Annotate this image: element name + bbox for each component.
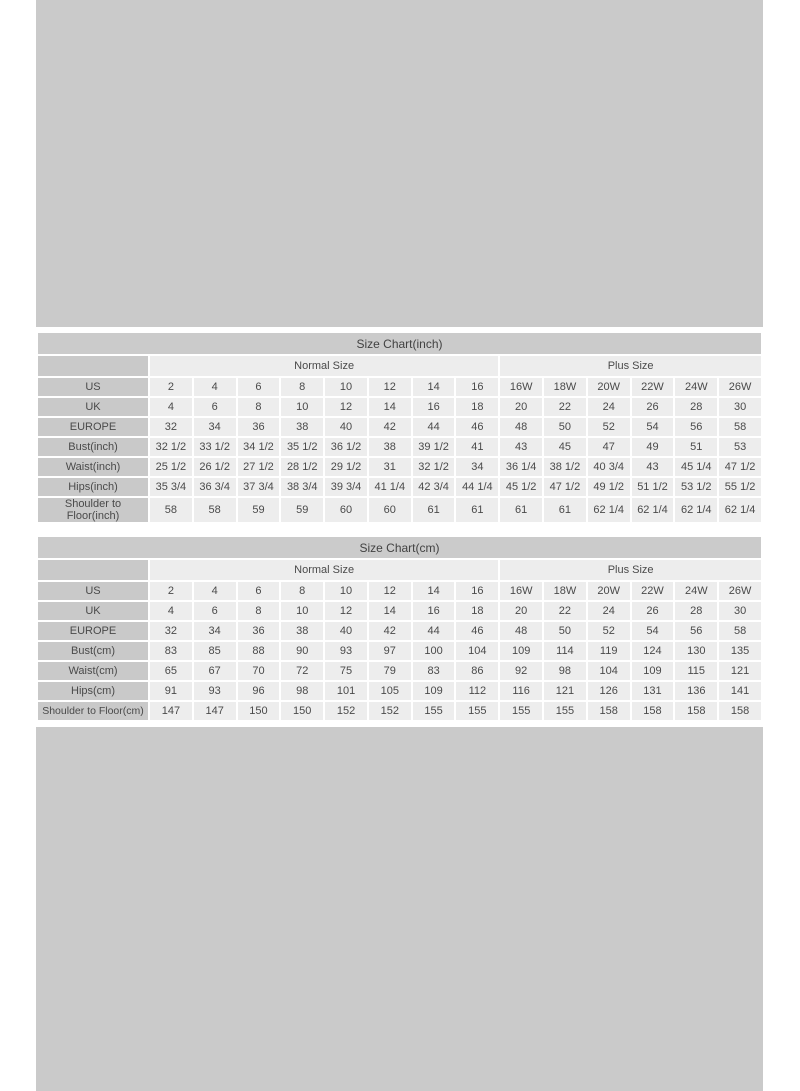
size-value-cell: 20 — [500, 602, 542, 620]
size-value-cell: 38 — [281, 622, 323, 640]
size-value-cell: 104 — [456, 642, 498, 660]
size-value-cell: 24W — [675, 378, 717, 396]
size-value-cell: 28 — [675, 602, 717, 620]
size-value-cell: 97 — [369, 642, 411, 660]
size-value-cell: 35 1/2 — [281, 438, 323, 456]
size-value-cell: 22W — [632, 378, 674, 396]
size-value-cell: 26 — [632, 398, 674, 416]
size-value-cell: 61 — [456, 498, 498, 522]
size-value-cell: 58 — [719, 622, 761, 640]
table-row — [38, 702, 761, 720]
size-value-cell: 18W — [544, 582, 586, 600]
size-value-cell: 6 — [194, 398, 236, 416]
size-value-cell: 101 — [325, 682, 367, 700]
size-value-cell: 150 — [281, 702, 323, 720]
size-value-cell: 46 — [456, 622, 498, 640]
size-value-cell: 27 1/2 — [238, 458, 280, 476]
size-value-cell: 28 1/2 — [281, 458, 323, 476]
size-value-cell: 58 — [194, 498, 236, 522]
size-value-cell: 42 — [369, 418, 411, 436]
row-label: Bust(cm) — [38, 642, 148, 660]
size-value-cell: 8 — [281, 582, 323, 600]
size-value-cell: 48 — [500, 622, 542, 640]
size-value-cell: 60 — [325, 498, 367, 522]
size-value-cell: 70 — [238, 662, 280, 680]
size-value-cell: 150 — [238, 702, 280, 720]
size-value-cell: 141 — [719, 682, 761, 700]
size-value-cell: 56 — [675, 622, 717, 640]
size-value-cell: 93 — [325, 642, 367, 660]
size-value-cell: 67 — [194, 662, 236, 680]
size-chart-cm — [36, 535, 763, 722]
size-value-cell: 38 — [281, 418, 323, 436]
size-value-cell: 114 — [544, 642, 586, 660]
size-value-cell: 51 1/2 — [632, 478, 674, 496]
row-label: EUROPE — [38, 622, 148, 640]
size-value-cell: 61 — [413, 498, 455, 522]
size-value-cell: 62 1/4 — [588, 498, 630, 522]
size-value-cell: 109 — [500, 642, 542, 660]
corner-cell — [38, 560, 148, 580]
size-value-cell: 12 — [369, 378, 411, 396]
size-value-cell: 20W — [588, 582, 630, 600]
size-value-cell: 10 — [281, 602, 323, 620]
size-value-cell: 119 — [588, 642, 630, 660]
size-value-cell: 124 — [632, 642, 674, 660]
size-value-cell: 16 — [413, 602, 455, 620]
size-value-cell: 20 — [500, 398, 542, 416]
size-value-cell: 152 — [369, 702, 411, 720]
size-value-cell: 58 — [150, 498, 192, 522]
size-value-cell: 18 — [456, 398, 498, 416]
size-value-cell: 109 — [413, 682, 455, 700]
row-label: Shoulder to Floor(cm) — [38, 702, 148, 720]
size-value-cell: 2 — [150, 582, 192, 600]
size-value-cell: 50 — [544, 622, 586, 640]
content-column — [36, 0, 763, 1091]
size-value-cell: 83 — [150, 642, 192, 660]
size-value-cell: 130 — [675, 642, 717, 660]
size-value-cell: 26 1/2 — [194, 458, 236, 476]
size-value-cell: 22 — [544, 602, 586, 620]
size-value-cell: 100 — [413, 642, 455, 660]
table-row — [38, 602, 761, 620]
size-value-cell: 10 — [281, 398, 323, 416]
size-value-cell: 45 1/4 — [675, 458, 717, 476]
size-value-cell: 36 1/2 — [325, 438, 367, 456]
table-row — [38, 662, 761, 680]
size-value-cell: 54 — [632, 622, 674, 640]
size-value-cell: 43 — [632, 458, 674, 476]
size-value-cell: 4 — [194, 378, 236, 396]
size-value-cell: 38 — [369, 438, 411, 456]
size-value-cell: 98 — [281, 682, 323, 700]
size-value-cell: 37 3/4 — [238, 478, 280, 496]
size-value-cell: 26 — [632, 602, 674, 620]
size-value-cell: 8 — [238, 398, 280, 416]
size-value-cell: 62 1/4 — [632, 498, 674, 522]
size-value-cell: 40 — [325, 418, 367, 436]
size-value-cell: 44 1/4 — [456, 478, 498, 496]
size-value-cell: 40 — [325, 622, 367, 640]
size-value-cell: 135 — [719, 642, 761, 660]
size-value-cell: 24 — [588, 602, 630, 620]
size-value-cell: 36 3/4 — [194, 478, 236, 496]
column-group-header: Plus Size — [500, 560, 761, 580]
size-value-cell: 33 1/2 — [194, 438, 236, 456]
table-row — [38, 478, 761, 496]
size-value-cell: 52 — [588, 622, 630, 640]
size-value-cell: 47 1/2 — [544, 478, 586, 496]
size-value-cell: 26W — [719, 378, 761, 396]
size-value-cell: 43 — [500, 438, 542, 456]
size-value-cell: 56 — [675, 418, 717, 436]
size-value-cell: 40 3/4 — [588, 458, 630, 476]
size-value-cell: 65 — [150, 662, 192, 680]
size-value-cell: 158 — [675, 702, 717, 720]
column-group-header: Normal Size — [150, 560, 498, 580]
size-value-cell: 24W — [675, 582, 717, 600]
row-label: Hips(cm) — [38, 682, 148, 700]
size-value-cell: 34 — [456, 458, 498, 476]
table-row — [38, 582, 761, 600]
table-row — [38, 418, 761, 436]
row-label: Hips(inch) — [38, 478, 148, 496]
column-group-header: Plus Size — [500, 356, 761, 376]
size-value-cell: 30 — [719, 398, 761, 416]
size-value-cell: 93 — [194, 682, 236, 700]
size-value-cell: 158 — [588, 702, 630, 720]
size-value-cell: 79 — [369, 662, 411, 680]
size-value-cell: 126 — [588, 682, 630, 700]
row-label: US — [38, 582, 148, 600]
table-gap — [36, 524, 763, 535]
size-value-cell: 42 — [369, 622, 411, 640]
size-table — [36, 535, 763, 722]
size-value-cell: 96 — [238, 682, 280, 700]
size-value-cell: 41 — [456, 438, 498, 456]
size-value-cell: 4 — [150, 398, 192, 416]
size-value-cell: 32 1/2 — [150, 438, 192, 456]
size-value-cell: 25 1/2 — [150, 458, 192, 476]
table-row — [38, 498, 761, 522]
column-group-header: Normal Size — [150, 356, 498, 376]
size-value-cell: 147 — [150, 702, 192, 720]
size-value-cell: 6 — [238, 582, 280, 600]
size-value-cell: 55 1/2 — [719, 478, 761, 496]
size-value-cell: 147 — [194, 702, 236, 720]
size-value-cell: 10 — [325, 582, 367, 600]
size-value-cell: 121 — [544, 682, 586, 700]
size-value-cell: 16W — [500, 378, 542, 396]
size-value-cell: 112 — [456, 682, 498, 700]
size-value-cell: 115 — [675, 662, 717, 680]
size-value-cell: 62 1/4 — [675, 498, 717, 522]
size-value-cell: 155 — [544, 702, 586, 720]
size-value-cell: 131 — [632, 682, 674, 700]
size-value-cell: 32 1/2 — [413, 458, 455, 476]
row-label: Waist(cm) — [38, 662, 148, 680]
size-value-cell: 47 — [588, 438, 630, 456]
size-value-cell: 47 1/2 — [719, 458, 761, 476]
table-title: Size Chart(cm) — [38, 537, 761, 558]
size-value-cell: 45 1/2 — [500, 478, 542, 496]
table-row — [38, 622, 761, 640]
size-value-cell: 59 — [238, 498, 280, 522]
size-value-cell: 16 — [456, 582, 498, 600]
size-value-cell: 39 1/2 — [413, 438, 455, 456]
table-title: Size Chart(inch) — [38, 333, 761, 354]
table-row — [38, 642, 761, 660]
size-value-cell: 10 — [325, 378, 367, 396]
size-value-cell: 30 — [719, 602, 761, 620]
size-value-cell: 4 — [194, 582, 236, 600]
size-value-cell: 42 3/4 — [413, 478, 455, 496]
size-value-cell: 45 — [544, 438, 586, 456]
size-value-cell: 62 1/4 — [719, 498, 761, 522]
size-value-cell: 22W — [632, 582, 674, 600]
row-label: Shoulder to Floor(inch) — [38, 498, 148, 522]
size-value-cell: 90 — [281, 642, 323, 660]
size-value-cell: 39 3/4 — [325, 478, 367, 496]
size-table — [36, 331, 763, 524]
size-value-cell: 34 1/2 — [238, 438, 280, 456]
size-value-cell: 8 — [281, 378, 323, 396]
size-value-cell: 44 — [413, 622, 455, 640]
size-value-cell: 35 3/4 — [150, 478, 192, 496]
size-value-cell: 49 1/2 — [588, 478, 630, 496]
size-value-cell: 36 1/4 — [500, 458, 542, 476]
size-value-cell: 155 — [413, 702, 455, 720]
size-value-cell: 98 — [544, 662, 586, 680]
table-row — [38, 682, 761, 700]
size-value-cell: 152 — [325, 702, 367, 720]
size-value-cell: 51 — [675, 438, 717, 456]
size-value-cell: 12 — [325, 398, 367, 416]
size-value-cell: 6 — [238, 378, 280, 396]
size-value-cell: 34 — [194, 418, 236, 436]
size-value-cell: 58 — [719, 418, 761, 436]
size-value-cell: 88 — [238, 642, 280, 660]
size-value-cell: 92 — [500, 662, 542, 680]
size-value-cell: 85 — [194, 642, 236, 660]
size-value-cell: 12 — [325, 602, 367, 620]
size-value-cell: 18W — [544, 378, 586, 396]
size-value-cell: 46 — [456, 418, 498, 436]
size-value-cell: 59 — [281, 498, 323, 522]
size-value-cell: 48 — [500, 418, 542, 436]
size-value-cell: 52 — [588, 418, 630, 436]
size-value-cell: 53 — [719, 438, 761, 456]
row-label: US — [38, 378, 148, 396]
size-value-cell: 4 — [150, 602, 192, 620]
size-value-cell: 32 — [150, 622, 192, 640]
size-value-cell: 116 — [500, 682, 542, 700]
size-value-cell: 72 — [281, 662, 323, 680]
size-value-cell: 6 — [194, 602, 236, 620]
size-value-cell: 38 3/4 — [281, 478, 323, 496]
size-value-cell: 61 — [500, 498, 542, 522]
row-label: EUROPE — [38, 418, 148, 436]
size-value-cell: 44 — [413, 418, 455, 436]
table-row — [38, 438, 761, 456]
row-label: Bust(inch) — [38, 438, 148, 456]
size-value-cell: 53 1/2 — [675, 478, 717, 496]
size-value-cell: 18 — [456, 602, 498, 620]
size-value-cell: 109 — [632, 662, 674, 680]
size-value-cell: 14 — [413, 582, 455, 600]
size-value-cell: 31 — [369, 458, 411, 476]
size-value-cell: 14 — [413, 378, 455, 396]
size-value-cell: 136 — [675, 682, 717, 700]
size-value-cell: 41 1/4 — [369, 478, 411, 496]
size-value-cell: 26W — [719, 582, 761, 600]
size-value-cell: 60 — [369, 498, 411, 522]
size-value-cell: 24 — [588, 398, 630, 416]
size-value-cell: 14 — [369, 602, 411, 620]
size-value-cell: 86 — [456, 662, 498, 680]
size-value-cell: 36 — [238, 622, 280, 640]
size-value-cell: 2 — [150, 378, 192, 396]
size-value-cell: 105 — [369, 682, 411, 700]
size-value-cell: 16 — [456, 378, 498, 396]
table-row — [38, 378, 761, 396]
size-value-cell: 29 1/2 — [325, 458, 367, 476]
size-value-cell: 75 — [325, 662, 367, 680]
size-value-cell: 12 — [369, 582, 411, 600]
row-label: UK — [38, 602, 148, 620]
size-value-cell: 36 — [238, 418, 280, 436]
corner-cell — [38, 356, 148, 376]
size-value-cell: 38 1/2 — [544, 458, 586, 476]
row-label: Waist(inch) — [38, 458, 148, 476]
size-value-cell: 14 — [369, 398, 411, 416]
size-value-cell: 83 — [413, 662, 455, 680]
row-label: UK — [38, 398, 148, 416]
size-chart-inch — [36, 331, 763, 524]
size-value-cell: 16 — [413, 398, 455, 416]
size-value-cell: 54 — [632, 418, 674, 436]
size-value-cell: 121 — [719, 662, 761, 680]
size-value-cell: 22 — [544, 398, 586, 416]
size-value-cell: 8 — [238, 602, 280, 620]
size-value-cell: 158 — [719, 702, 761, 720]
size-value-cell: 104 — [588, 662, 630, 680]
size-value-cell: 91 — [150, 682, 192, 700]
table-row — [38, 398, 761, 416]
size-value-cell: 20W — [588, 378, 630, 396]
size-value-cell: 32 — [150, 418, 192, 436]
size-value-cell: 16W — [500, 582, 542, 600]
size-chart-band — [36, 327, 763, 727]
size-value-cell: 34 — [194, 622, 236, 640]
image-placeholder-top — [36, 0, 763, 327]
image-placeholder-bottom — [36, 727, 763, 1091]
size-value-cell: 61 — [544, 498, 586, 522]
size-value-cell: 155 — [456, 702, 498, 720]
table-row — [38, 458, 761, 476]
size-value-cell: 50 — [544, 418, 586, 436]
size-value-cell: 158 — [632, 702, 674, 720]
size-value-cell: 49 — [632, 438, 674, 456]
size-value-cell: 155 — [500, 702, 542, 720]
size-value-cell: 28 — [675, 398, 717, 416]
